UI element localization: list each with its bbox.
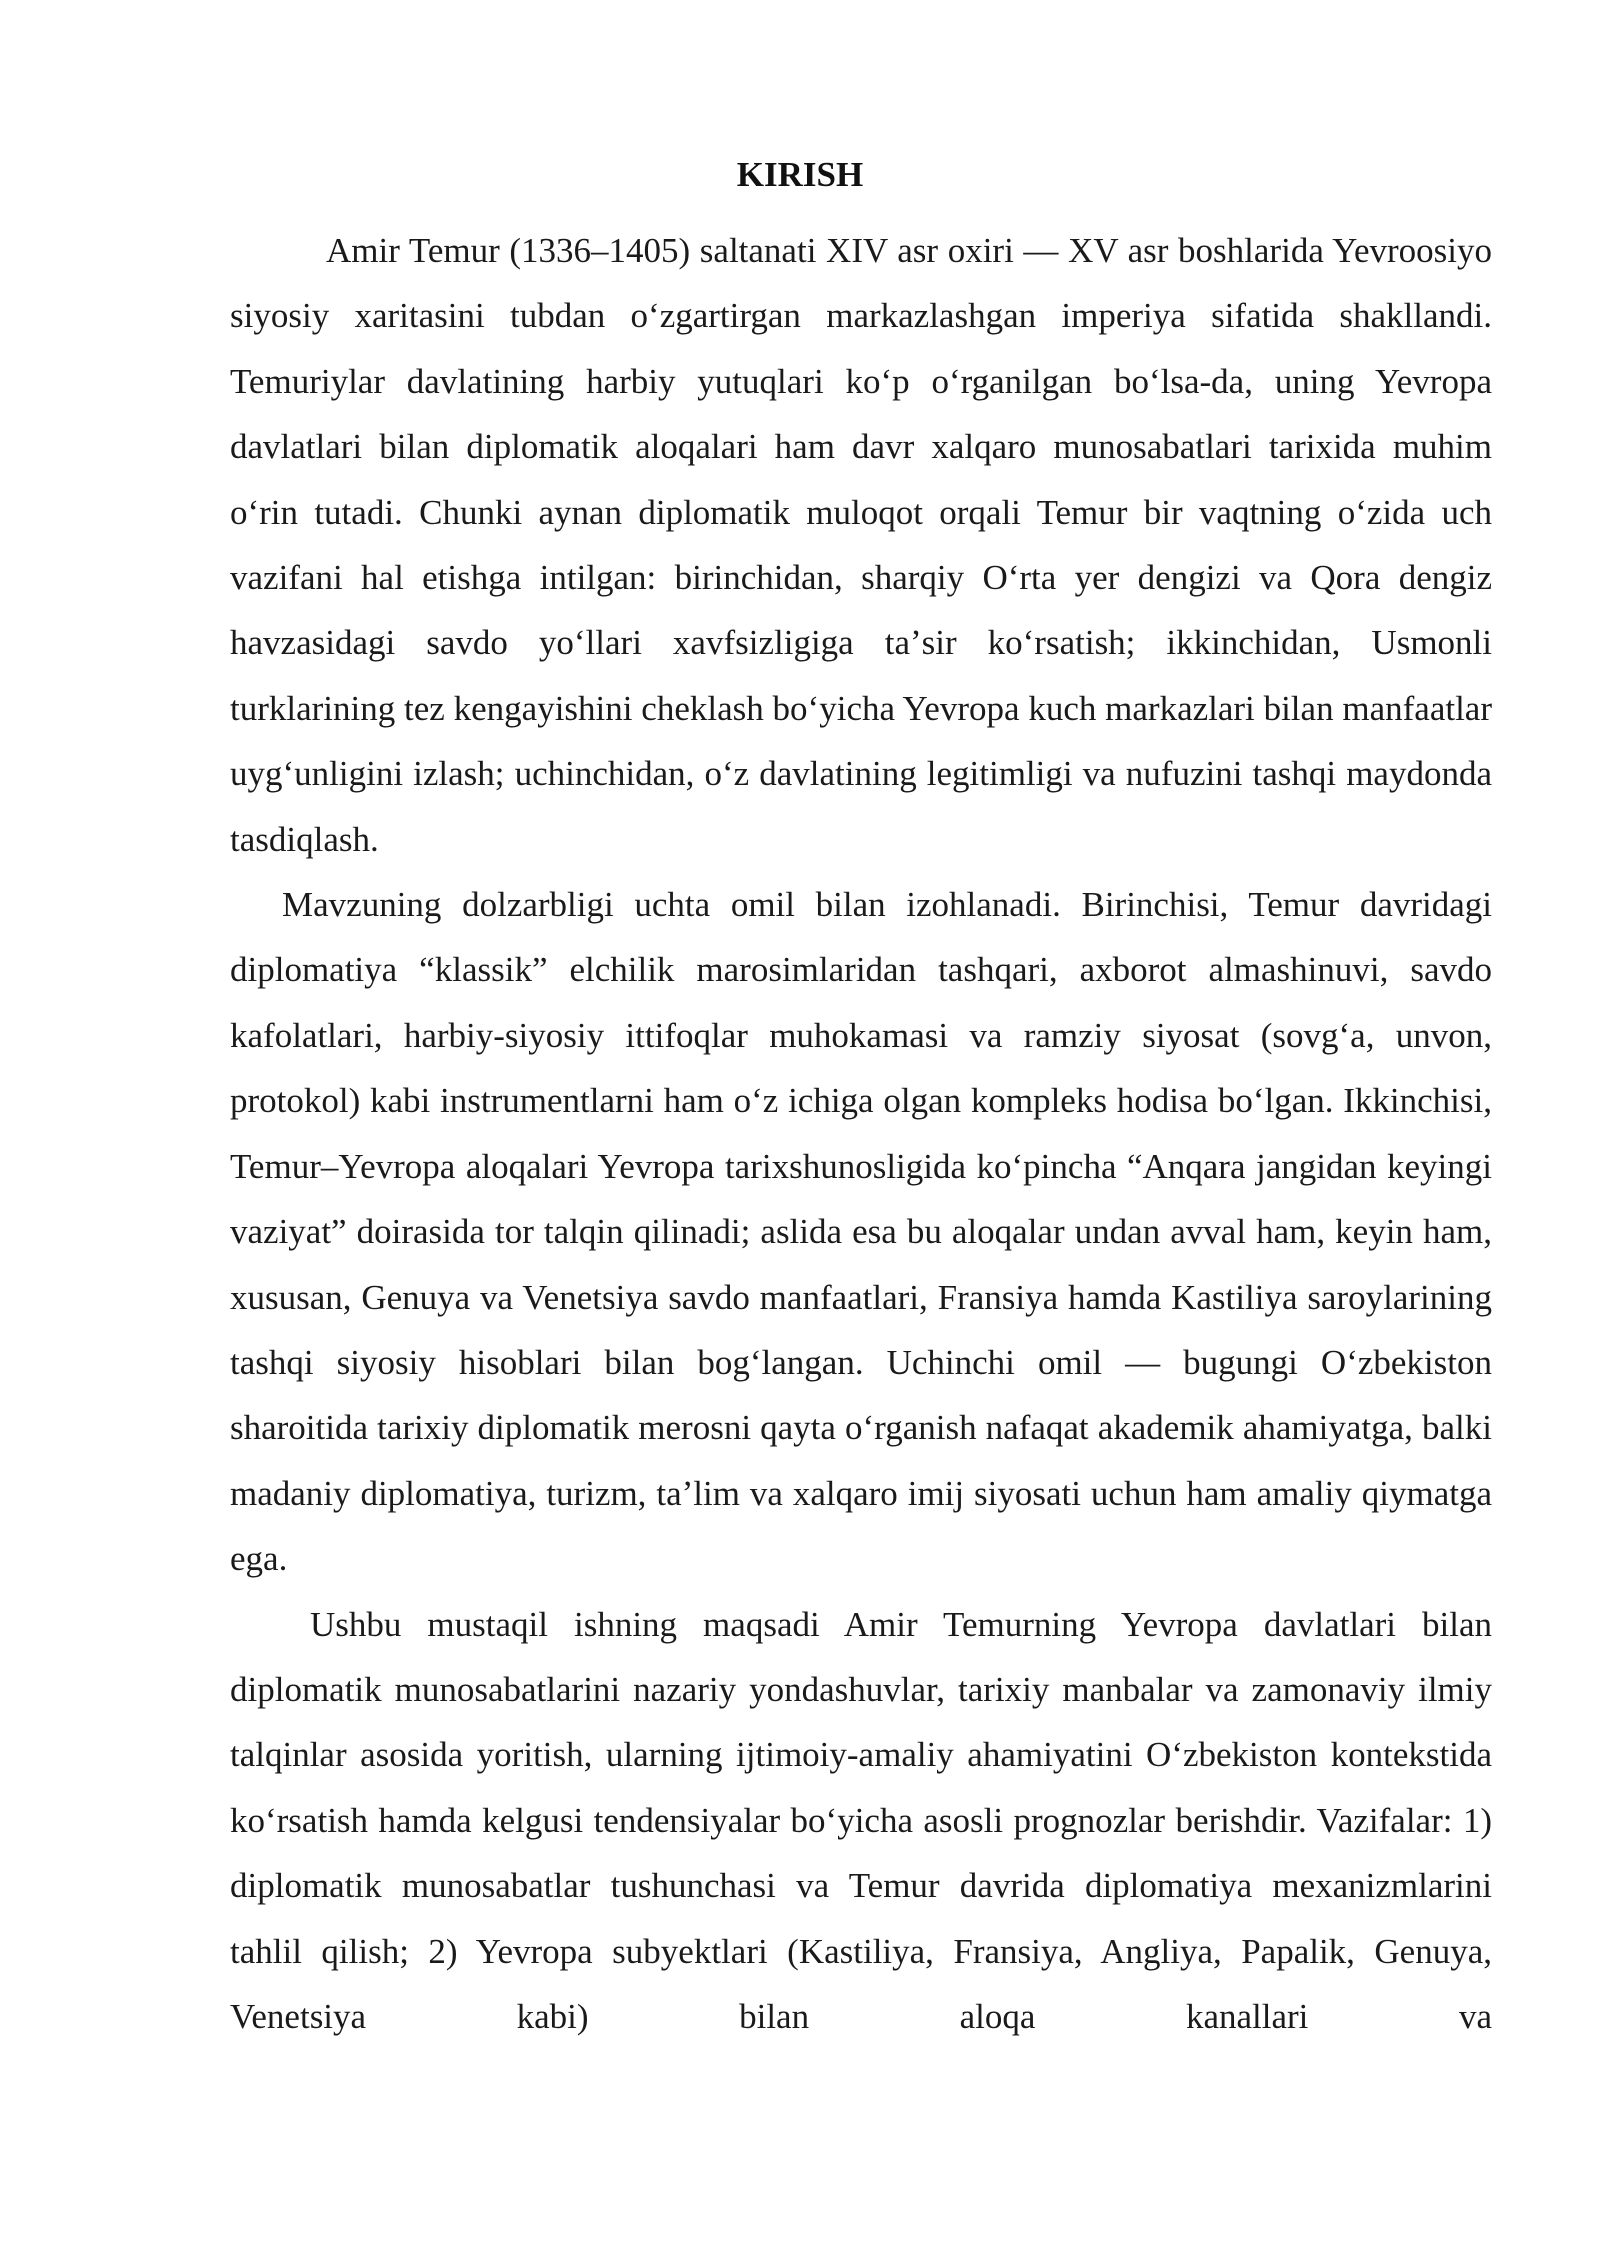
paragraph-aims: Ushbu mustaqil ishning maqsadi Amir Temurning Yevropa davlatlari bilan diplomatik munosabatlarini nazariy yondashuvlar, tarixiy manbalar va zamonaviy ilmiy talqinlar asosida yoritish, ularning ijtimoiy-amaliy ahamiyatini Oʻzbekiston kontekstida koʻrsatish hamda kelgusi tendensiyalar boʻyicha asosli prognozlar berishdir. Vazifalar: 1) diplomatik munosabatlar tushunchasi va Temur davrida diplomatiya mexanizmlarini tahlil qilish; 2) Yevropa subyektlari (Kastiliya, Fransiya, Angliya, Papalik, Genuya, Venetsiya kabi) bilan aloqa kanallari va (230, 1604, 1492, 2036)
section-heading: KIRISH (736, 155, 864, 194)
paragraph-relevance: Mavzuning dolzarbligi uchta omil bilan izohlanadi. Birinchisi, Temur davridagi diplomatiya “klassik” elchilik marosimlaridan tashqari, axborot almashinuvi, savdo kafolatlari, harbiy-siyosiy ittifoqlar muhokamasi va ramziy siyosat (sovgʻa, unvon, protokol) kabi instrumentlarni ham oʻz ichiga olgan kompleks hodisa boʻlgan. Ikkinchisi, Temur–Yevropa aloqalari Yevropa tarixshunosligida koʻpincha “Anqara jangidan keyingi vaziyat” doirasida tor talqin qilinadi; aslida esa bu aloqalar undan avval ham, keyin ham, xususan, Genuya va Venetsiya savdo manfaatlari, Fransiya hamda Kastiliya saroylarining tashqi siyosiy hisoblari bilan bogʻlangan. Uchinchi omil — bugungi Oʻzbekiston sharoitida tarixiy diplomatik merosni qayta oʻrganish nafaqat akademik ahamiyatga, balki madaniy diplomatiya, turizm, taʼlim va xalqaro imij siyosati uchun ham amaliy qiymatga ega. (230, 885, 1492, 1579)
document-body (230, 218, 1492, 2049)
paragraph-introduction: Amir Temur (1336–1405) saltanati XIV asr oxiri — XV asr boshlarida Yevroosiyo siyosiy xaritasini tubdan oʻzgartirgan markazlashgan imperiya sifatida shakllandi. Temuriylar davlatining harbiy yutuqlari koʻp oʻrganilgan boʻlsa-da, uning Yevropa davlatlari bilan diplomatik aloqalari ham davr xalqaro munosabatlari tarixida muhim oʻrin tutadi. Chunki aynan diplomatik muloqot orqali Temur bir vaqtning oʻzida uch vazifani hal etishga intilgan: birinchidan, sharqiy Oʻrta yer dengizi va Qora dengiz havzasidagi savdo yoʻllari xavfsizligiga taʼsir koʻrsatish; ikkinchidan, Usmonli turklarining tez kengayishini cheklash boʻyicha Yevropa kuch markazlari bilan manfaatlar uygʻunligini izlash; uchinchidan, oʻz davlatining legitimligi va nufuzini tashqi maydonda tasdiqlash. (230, 231, 1492, 859)
